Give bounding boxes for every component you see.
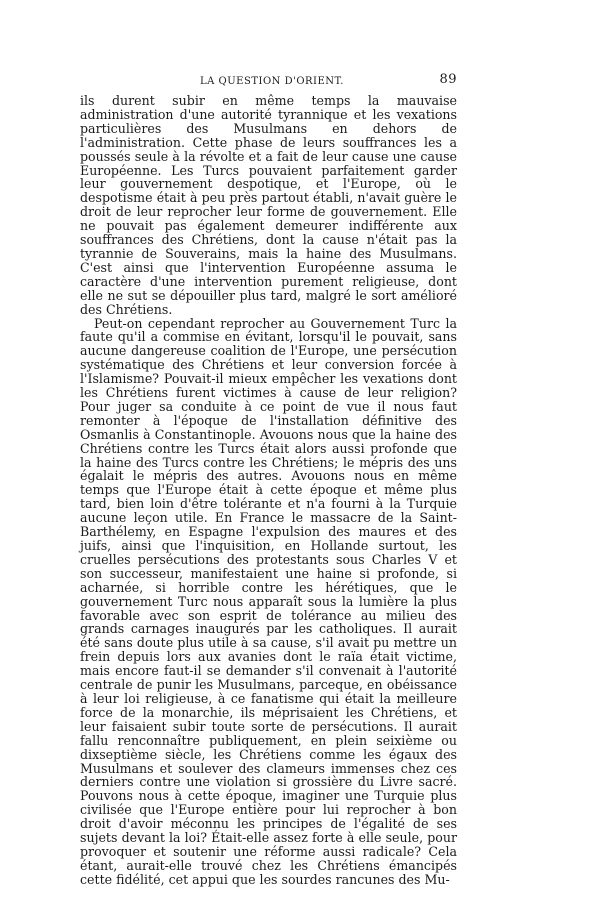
book-page bbox=[80, 72, 457, 887]
paragraph: Peut-on cependant reprocher au Gouvernement Turc la faute qu'il a commise en évitant, lorsqu'il le pouvait, sans aucune dangereuse coalition de l'Europe, une persécution systématique des Chrétiens et leur conversion forcée à l'Islamisme? Pouvait-il mieux empêcher les vexations dont les Chrétiens furent victimes à cause de leur religion? Pour juger sa conduite à ce point de vue il nous faut remonter à l'époque de l'installation définitive des Osmanlis à Constantinople. Avouons nous que la haine des Chrétiens contre les Turcs était alors aussi profonde que la haine des Turcs contre les Chrétiens; le mépris des uns égalait le mépris des autres. Avouons nous en même temps que l'Europe était à cette époque et même plus tard, bien loin d'être tolérante et n'a fourni à la Turquie aucune leçon utile. En France le massacre de la Saint-Barthélemy, en Espagne l'expulsion des maures et des juifs, ainsi que l'inquisition, en Hollande surtout, les cruelles persécutions des protestants sous Charles V et son successeur, manifestaient une haine si profonde, si acharnée, si horrible contre les hérétiques, que le gouvernement Turc nous apparaît sous la lumière la plus favorable avec son esprit de tolérance au milieu des grands carnages inaugurés par les catholiques. Il aurait été sans doute plus utile à sa cause, s'il avait pu mettre un frein depuis lors aux avanies dont le raïa était victime, mais encore faut-il se demander s'il convenait à l'autorité centrale de punir les Musulmans, parceque, en obéissance à leur loi religieuse, à ce fanatisme qui était la meilleure force de la monarchie, ils méprisaient les Chrétiens, et leur faisaient subir toute sorte de persécutions. Il aurait fallu renconnaître publiquement, en plein seixième ou dixseptième siècle, les Chrétiens comme les égaux des Musulmans et soulever des clameurs immenses chez ces derniers contre une violation si grossière du Livre sacré. Pouvons nous à cette époque, imaginer une Turquie plus civilisée que l'Europe entière pour lui reprocher à bon droit d'avoir méconnu les principes de l'égalité de ses sujets devant la loi? Était-elle assez forte à elle seule, pour provoquer et soutenir une réforme aussi radicale? Cela étant, aurait-elle trouvé chez les Chrétiens émancipés cette fidélité, cet appui que les sourdes rancunes des Mu- bbox=[80, 315, 457, 887]
page-number: 89 bbox=[439, 72, 457, 87]
body-text bbox=[80, 94, 457, 887]
page-header bbox=[80, 72, 457, 90]
paragraph: ils durent subir en même temps la mauvaise administration d'une autorité tyrannique et les vexations particulières des Musulmans en dehors de l'administration. Cette phase de leurs souffrances les a poussés seule à la révolte et a fait de leur cause une cause Européenne. Les Turcs pouvaient parfaitement garder leur gouvernement despotique, et l'Europe, où le despotisme était à peu près partout établi, n'avait guère le droit de leur reprocher leur forme de gouvernement. Elle ne pouvait pas également demeurer indifférente aux souffrances des Chrétiens, dont la cause n'était pas la tyrannie de Souverains, mais la haine des Musulmans. C'est ainsi que l'intervention Européenne assuma le caractère d'une intervention purement religieuse, dont elle ne sut se dépouiller plus tard, malgré le sort amélioré des Chrétiens. bbox=[80, 93, 457, 317]
running-title: LA QUESTION D'ORIENT. bbox=[200, 76, 344, 87]
